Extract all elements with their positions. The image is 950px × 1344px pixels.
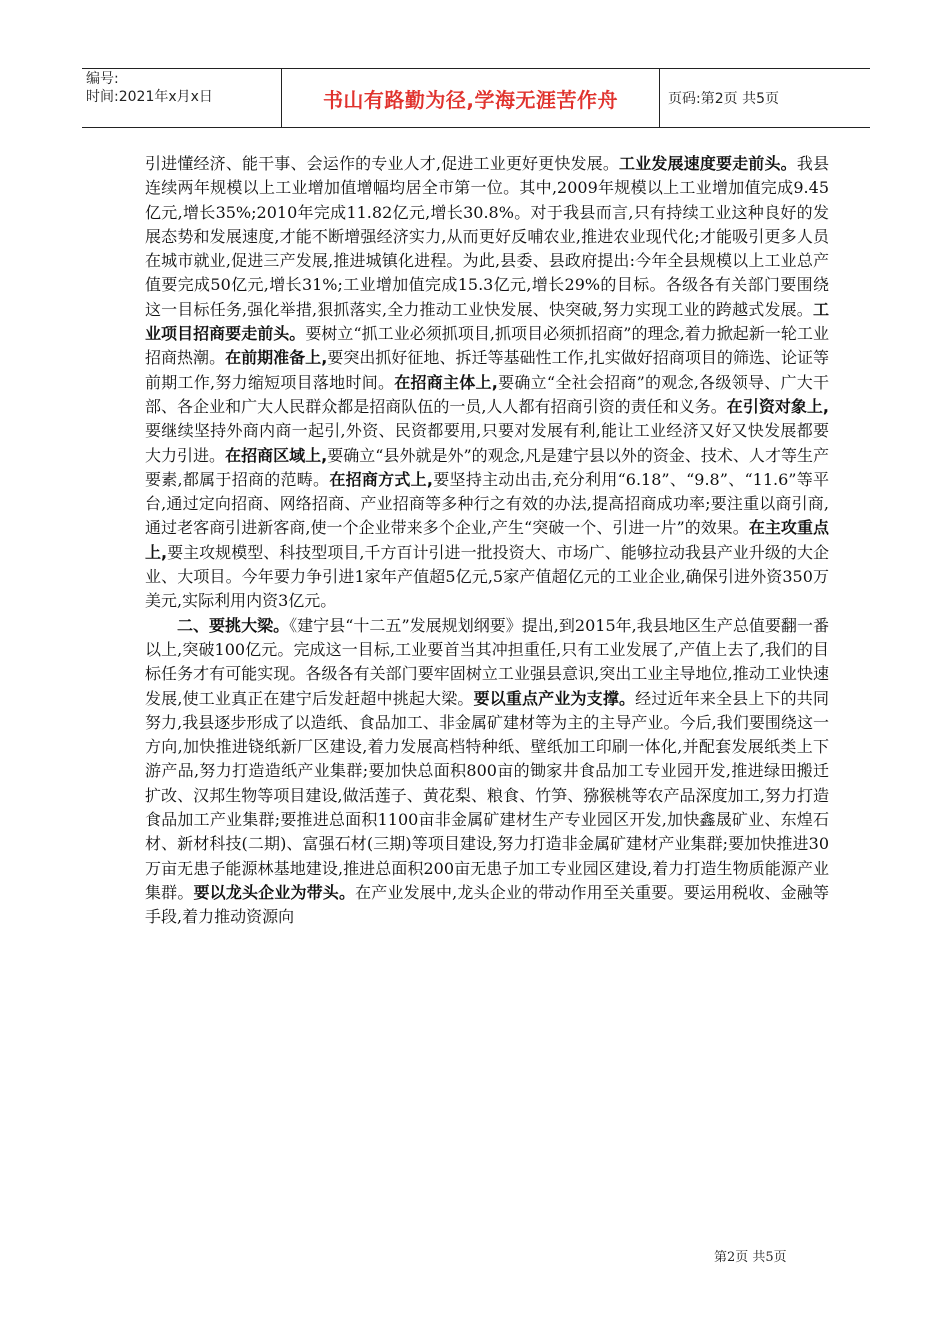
bold-heading-run: 在招商方式上, — [329, 469, 434, 489]
text-run: 要继续坚持外商内商一起引,外资、民资都要用,只要对发展有利,能让工业经济又好又快发展都要大力引进。 — [145, 421, 829, 465]
text-run: 要突出抓好征地、拆迁等基础性工作,扎实做好招商项目的筛选、论证等前期工作,努力缩短项目落地时间。 — [145, 348, 829, 392]
document-date-label: 时间:2021年x月x日 — [86, 89, 213, 105]
bold-heading-run: 在引资对象上, — [726, 396, 829, 416]
header-page-number: 页码:第2页 共5页 — [668, 91, 779, 107]
bold-heading-run: 在招商区域上, — [225, 445, 328, 465]
body-paragraph — [145, 614, 829, 930]
body-paragraph — [145, 152, 829, 614]
text-run: 我县连续两年规模以上工业增加值增幅均居全市第一位。其中,2009年规模以上工业增加值完成9.45亿元,增长35%;2010年完成11.82亿元,增长30.8%。对于我县而言,只有持续工业这种良好的发展态势和发展速度,才能不断增强经济实力,从而更好反哺农业,推进农业现代化;才能吸引更多人员在城市就业,促进三产发展,推进城镇化进程。为此,县委、县政府提出:今年全县规模以上工业总产值要完成50亿元,增长31%;工业增加值完成15.3亿元,增长29%的目标。各级各有关部门要围绕这一目标任务,强化举措,狠抓落实,全力推动工业快发展、快突破,努力实现工业的跨越式发展。 — [145, 154, 829, 319]
bold-heading-run: 二、要挑大梁。 — [177, 615, 290, 635]
bold-heading-run: 在主攻重点上, — [145, 518, 829, 562]
bold-heading-run: 要以重点产业为支撑。 — [473, 688, 636, 708]
page-header — [82, 68, 870, 128]
footer-page-number: 第2页 共5页 — [714, 1250, 787, 1265]
text-run: 《建宁县“十二五”发展规划纲要》提出,到2015年,我县地区生产总值要翻一番以上,突破100亿元。完成这一目标,工业要首当其冲担重任,只有工业发展了,产值上去了,我们的目标任务才有可能实现。各级各有关部门要牢固树立工业强县意识,突出工业主导地位,推动工业快速发展,使工业真正在建宁后发赶超中挑起大梁。 — [145, 615, 829, 708]
text-run: 要确立“全社会招商”的观念,各级领导、广大干部、各企业和广大人民群众都是招商队伍的一员,人人都有招商引资的责任和义务。 — [145, 372, 829, 416]
bold-heading-run: 工业发展速度要走前头。 — [619, 154, 797, 173]
text-run: 要树立“抓工业必须抓项目,抓项目必须抓招商”的理念,着力掀起新一轮工业招商热潮。 — [145, 324, 829, 368]
header-motto: 书山有路勤为径,学海无涯苦作舟 — [282, 69, 660, 127]
text-run: 在产业发展中,龙头企业的带动作用至关重要。要运用税收、金融等手段,着力推动资源向 — [145, 882, 829, 927]
document-body — [145, 152, 829, 930]
header-meta — [82, 69, 282, 127]
bold-heading-run: 工业项目招商要走前头。 — [145, 299, 829, 344]
bold-heading-run: 要以龙头企业为带头。 — [193, 882, 356, 902]
document-number-label: 编号: — [86, 71, 119, 87]
text-run: 引进懂经济、能干事、会运作的专业人才,促进工业更好更快发展。 — [145, 154, 619, 173]
bold-heading-run: 在招商主体上, — [394, 372, 498, 392]
text-run: 经过近年来全县上下的共同努力,我县逐步形成了以造纸、食品加工、非金属矿建材等为主的主导产业。今后,我们要围绕这一方向,加快推进铙纸新厂区建设,着力发展高档特种纸、壁纸加工印刷一体化,并配套发展纸类上下游产品,努力打造造纸产业集群;要加快总面积800亩的锄家井食品加工专业园开发,推进绿田搬迁扩改、汉邦生物等项目建设,做活莲子、黄花梨、粮食、竹笋、猕猴桃等农产品深度加工,努力打造食品加工产业集群;要推进总面积1100亩非金属矿建材生产专业园区开发,加快鑫晟矿业、东煌石材、新材科技(二期)、富强石材(三期)等项目建设,努力打造非金属矿建材产业集群;要加快推进30万亩无患子能源林基地建设,推进总面积200亩无患子加工专业园区建设,着力打造生物质能源产业集群。 — [145, 688, 829, 902]
bold-heading-run: 在前期准备上, — [225, 348, 328, 368]
text-run: 要坚持主动出击,充分利用“6.18”、“9.8”、“11.6”等平台,通过定向招商、网络招商、产业招商等多种行之有效的办法,提高招商成功率;要注重以商引商,通过老客商引进新客商,使一个企业带来多个企业,产生“突破一个、引进一片”的效果。 — [145, 469, 829, 538]
text-run: 要确立“县外就是外”的观念,凡是建宁县以外的资金、技术、人才等生产要素,都属于招商的范畴。 — [145, 445, 829, 489]
text-run: 要主攻规模型、科技型项目,千方百计引进一批投资大、市场广、能够拉动我县产业升级的大企业、大项目。今年要力争引进1家年产值超5亿元,5家产值超亿元的工业企业,确保引进外资350万美元,实际利用内资3亿元。 — [145, 542, 829, 611]
